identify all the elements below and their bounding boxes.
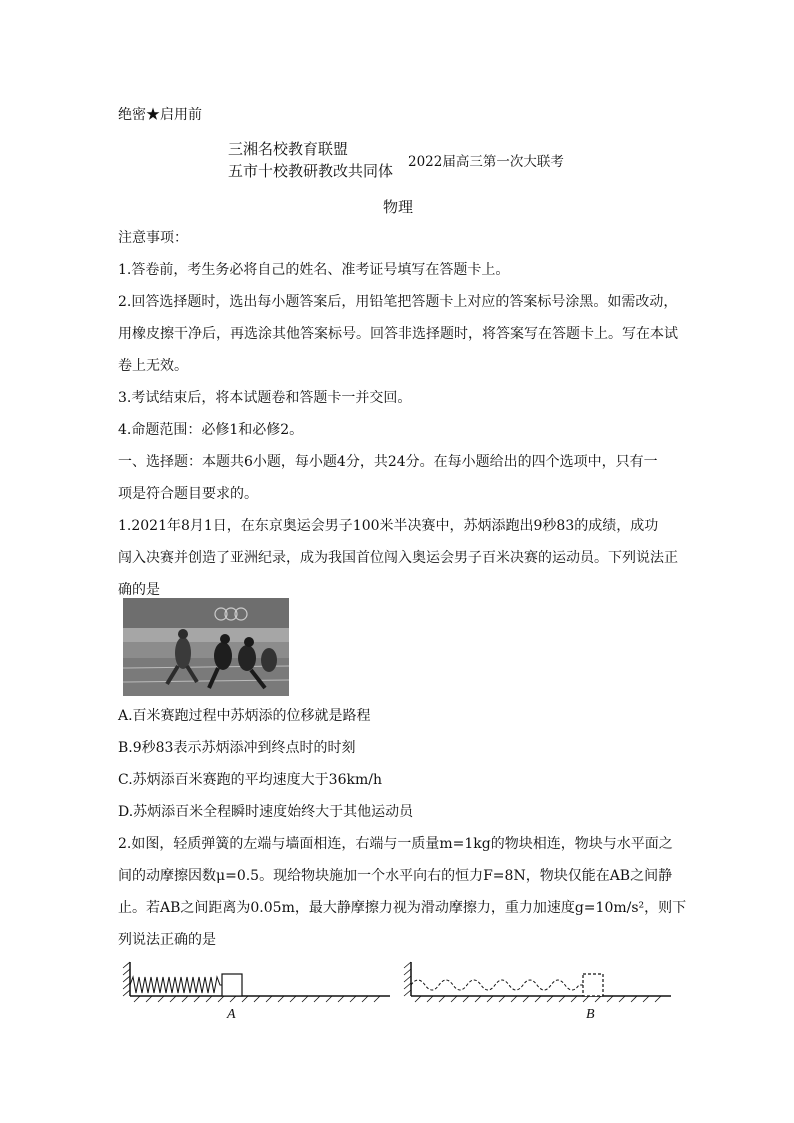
question-2-stem: 列说法正确的是 [118, 932, 216, 948]
label-a: A [227, 1007, 236, 1022]
question-1-stem: 1.2021年8月1日，在东京奥运会男子100米半决赛中，苏炳添跑出9秒83的成绩，成功 [118, 518, 659, 534]
notice-title: 注意事项： [118, 230, 188, 246]
block-at-a [222, 974, 242, 996]
spring-stretched [411, 980, 583, 990]
spring-figure-a [122, 958, 392, 1028]
notice-item: 用橡皮擦干净后，再选涂其他答案标号。回答非选择题时，将答案写在答题卡上。写在本试 [118, 326, 678, 342]
label-b: B [586, 1007, 595, 1022]
notice-item: 卷上无效。 [118, 358, 188, 374]
secret-label: 绝密★启用前 [118, 107, 202, 123]
question-1-option-a: A.百米赛跑过程中苏炳添的位移就是路程 [118, 708, 371, 724]
notice-item: 4.命题范围：必修1和必修2。 [118, 422, 304, 438]
notice-item: 3.考试结束后，将本试题卷和答题卡一并交回。 [118, 390, 412, 406]
subject-title: 物理 [383, 198, 414, 216]
block-at-b [583, 974, 603, 996]
org-name-1: 三湘名校教育联盟 [228, 140, 349, 158]
notice-item: 2.回答选择题时，选出每小题答案后，用铅笔把答题卡上对应的答案标号涂黑。如需改动， [118, 294, 678, 310]
section-heading: 一、选择题：本题共6小题，每小题4分，共24分。在每小题给出的四个选项中，只有一 [118, 454, 658, 470]
section-heading-cont: 项是符合题目要求的。 [118, 486, 258, 502]
notice-item: 1.答卷前，考生务必将自己的姓名、准考证号填写在答题卡上。 [118, 262, 510, 278]
spring-figure-b [403, 958, 673, 1028]
question-1-stem: 确的是 [118, 582, 160, 598]
org-name-2: 五市十校教研教改共同体 [228, 162, 394, 180]
question-2-stem: 止。若AB之间距离为0.05m，最大静摩擦力视为滑动摩擦力，重力加速度g=10m/s²，则下 [118, 900, 687, 916]
question-2-stem: 2.如图，轻质弹簧的左端与墙面相连，右端与一质量m=1kg的物块相连，物块与水平面之 [118, 836, 673, 852]
question-2-stem: 间的动摩擦因数μ=0.5。现给物块施加一个水平向右的恒力F=8N，物块仅能在AB之间静 [118, 868, 673, 884]
exam-title: 2022届高三第一次大联考 [408, 154, 564, 170]
question-1-stem: 闯入决赛并创造了亚洲纪录，成为我国首位闯入奥运会男子百米决赛的运动员。下列说法正 [118, 550, 678, 566]
question-1-option-c: C.苏炳添百米赛跑的平均速度大于36km/h [118, 772, 382, 788]
spring-compressed [130, 977, 222, 993]
question-1-option-b: B.9秒83表示苏炳添冲到终点时的时刻 [118, 740, 356, 756]
sprint-photo [123, 598, 289, 696]
question-1-option-d: D.苏炳添百米全程瞬时速度始终大于其他运动员 [118, 804, 414, 820]
